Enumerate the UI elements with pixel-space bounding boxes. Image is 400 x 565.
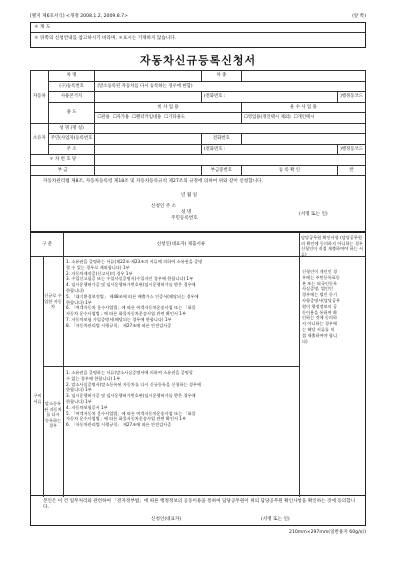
owner-addr-admin: )행정동코드: [338, 144, 366, 155]
page-side-label: (앞 쪽): [352, 14, 366, 19]
vehicle-owner-grid: [30, 70, 366, 176]
signer-address: 신청인 주 소: [151, 204, 177, 209]
new-car-doc: 7. 자동차보험 가입증명서(해당되는 경우에 한합니다) 1부: [66, 316, 172, 322]
owner-phone-field[interactable]: [241, 134, 365, 145]
car-name-field[interactable]: [95, 71, 201, 82]
owner-addr-phone: (전화번호 :: [201, 144, 337, 155]
signer-id: 주민등록번호: [171, 216, 198, 221]
owner-addr-label: 주 소: [48, 144, 95, 155]
transport-label: 운 수 사 업 용: [241, 102, 365, 113]
old-reg-note: (말소등록된 자동차를 다시 등록하는 경우에 한함): [95, 81, 366, 92]
tax-field[interactable]: [95, 165, 201, 176]
new-car-doc: 5. 「대기환경보전법」 제48조에 따른 배출가스 인증서(해당되는 경우에: [66, 293, 199, 299]
signer-name: 성 명: [181, 210, 192, 215]
signer-sign: (서명 또는 인): [299, 212, 328, 217]
form-title: 자동차신규등록신청서: [139, 54, 257, 67]
col-docs-header: 신청인(대표자) 제출서류: [156, 242, 206, 247]
official-check-line: 경우에는 법인 등기: [302, 292, 338, 298]
consent-box: [30, 496, 366, 526]
owner-name-field[interactable]: [95, 123, 366, 134]
reused-car-doc: 한합니다) 1부: [66, 398, 92, 404]
car-type-label: 차 종: [201, 71, 241, 82]
official-check-line: 는 해당 서류를 직: [302, 326, 335, 332]
use-options-right[interactable]: [241, 113, 365, 124]
reused-car-doc: 4. 자동차보험증서 1부: [66, 404, 108, 410]
use-label: 용 도: [48, 102, 95, 123]
base-location-label: 사용본거지: [48, 92, 95, 103]
tax-label: 부 금: [31, 165, 95, 176]
paper-size-footer: 210mm×297mm(일반용지 60g/㎡): [289, 530, 366, 535]
new-car-doc: 8. 「자동차관리법 시행규칙」 제27조에 따른 안전검사증: [66, 322, 172, 328]
official-check-line: 우에는 주민등록표등: [302, 274, 340, 280]
use-option-commercial[interactable]: ☐영업용(개인택시 제외): [243, 115, 291, 121]
statement-text: 자동차관리법 제8조, 자동차등록령 제18조 및 자동차등록규칙 제27조의 규정에 의하여 위와 같이 신청합니다.: [43, 179, 263, 184]
new-car-doc: 6. 「여객자동차 운수사업법」에 따른 여객자동차운송사업 또는 「화물: [66, 305, 196, 311]
base-location-field[interactable]: [95, 92, 201, 103]
reused-car-label: 말소등록된 자동차를 다시 등록하는 경우: [44, 401, 62, 429]
use-option-rental[interactable]: ☐렌터카임대용: [132, 115, 162, 121]
vehicle-side-text: 자동차: [33, 94, 46, 100]
form-number: [별지 제6호서식] <개정 2008.1.2, 2009.8.7>: [30, 14, 128, 19]
official-check-line: 사실증명, 법인인: [302, 286, 333, 292]
notice-row-2: ＊ 뒤쪽의 신청안내를 참고하시기 바라며, ＊표시는 기재하지 않습니다.: [34, 36, 177, 41]
owner-addr-field[interactable]: [95, 144, 201, 155]
receipt-no-field: [95, 155, 366, 166]
col-category-header: 구 분: [41, 242, 53, 247]
car-name-label: 차 명: [48, 71, 95, 82]
reused-car-doc: 수 없는 경우에 한합니다) 1부: [66, 375, 121, 381]
new-car-doc: 한합니다): [66, 287, 84, 293]
owner-phone-label: 전화번호: [201, 134, 241, 145]
new-car-doc: 한합니다) 1부: [66, 299, 92, 305]
official-check-line: 다): [302, 338, 308, 344]
official-check-line: 인하는 것에 동의하: [302, 315, 338, 321]
reused-car-doc: 한합니다) 1부: [66, 387, 92, 393]
reused-car-doc: 6. 「자동차관리법 시행규칙」 제27조에 따른 안전검사증: [66, 422, 172, 428]
reused-car-doc: 1. 소유권을 증명하는 서류(말소사실증명서에 의하여 소유권을 증명할: [66, 370, 193, 375]
official-check-line: 신청인이 개인인 경: [302, 269, 338, 274]
official-check-text: [302, 269, 365, 344]
official-check-line: 지 아니하는 경우에: [302, 321, 338, 327]
required-docs-side-label: 구비서류: [33, 393, 42, 404]
date-line: 년 월 일: [181, 193, 198, 198]
new-car-doc: 3. 수입신고필증 또는 수입사실증명서(수입자인 경우에 한합니다) 1부: [66, 276, 194, 282]
official-check-line: 접 제출하여야 합니: [302, 332, 338, 338]
new-car-doc: 2. 자동차제작증(신고서)의 경우 1부: [66, 270, 133, 276]
reg-confirm-label: 등 록 확 인: [241, 165, 337, 176]
new-car-doc: 4. 임시운행허가증 및 임시운행허가번호판(임시운행허가를 받은 경우에: [66, 282, 196, 288]
base-location-admin: )행정동코드: [338, 92, 366, 103]
owner-id-field[interactable]: [95, 134, 201, 145]
official-check-line: 본 또는 외국인등록: [302, 280, 338, 286]
new-car-doc: 1. 소유권을 증명하는 서류(제22조·제23조의 서류에 의하여 소유권을 증명: [66, 259, 203, 264]
new-car-doc: 자동차 운수사업법」에 따른 화물자동차운송사업 관련 확인서 1부: [66, 311, 187, 317]
reused-car-doc: 자동차 운수사업법」에 따른 화물자동차운송사업 관련 확인서 1부: [66, 416, 187, 422]
notice-box: [30, 22, 366, 48]
reused-car-doc-list: [66, 370, 298, 428]
base-location-phone: (전화번호 :: [201, 92, 337, 103]
reused-car-doc: 2. 말소사실증명서(말소등록된 자동차를 다시 신규등록을 신청하는 경우에: [66, 381, 201, 387]
reused-car-doc: 5. 「여객자동차 운수사업법」에 따른 여객자동차운송사업 또는 「화물: [66, 410, 196, 416]
col-official-header: 담당공무원 확인사항 (담당공무원의 확인에 동의하지 아니하는 경우 신청인이 직접 제출하여야 하는 서류): [301, 235, 363, 257]
car-type-field[interactable]: [241, 71, 365, 82]
vehicle-side-label: [31, 71, 49, 124]
owner-id-label: 주민(사업자)등록번호: [48, 134, 95, 145]
new-car-doc: 할 수 있는 경우로 제외합니다) 1부: [66, 264, 130, 270]
old-reg-label: (구)등록번호: [48, 81, 95, 92]
statement-box: [30, 176, 366, 232]
documents-table: [30, 232, 366, 496]
official-check-line: 원이 행정정보의 공: [302, 303, 338, 309]
owner-name-label: 성 명 (명 칭): [48, 123, 95, 134]
consent-sign: (서명 또는 인): [261, 517, 290, 522]
consent-signer: 신청인(대표자): [151, 517, 182, 522]
official-check-line: 사항증명서(담당공무: [302, 297, 341, 303]
receipt-no-label: ＊ 차 번 호 당: [31, 155, 95, 166]
use-option-private[interactable]: ☐자가용: [112, 115, 130, 121]
non-business-label: 비 사 업 용: [95, 102, 241, 113]
form-table: [30, 70, 366, 176]
new-car-label: 신규로 수입한 자동차: [44, 293, 62, 310]
use-option-taxi[interactable]: ☐개인택시: [293, 115, 315, 121]
tax-cert-label: 부금증번호: [201, 165, 241, 176]
official-check-line: 동이용을 통하여 확: [302, 309, 338, 315]
new-car-doc-list: [66, 259, 298, 329]
use-options-left[interactable]: [95, 113, 241, 124]
use-option-gov[interactable]: ☐관용: [97, 115, 110, 121]
owner-side-label: 소유자: [31, 123, 49, 155]
reused-car-doc: 3. 임시운행허가증 및 임시운행허가번호판(임시운행허가를 받은 경우에: [66, 393, 196, 399]
notice-row-1: ＊ 계 도: [34, 25, 51, 30]
consent-text: 본인은 이 건 업무처리와 관련하여 「전자정부법」에 따른 행정정보의 공동이용을 통하여 담당공무원이 위의 담당공무원 확인사항을 확인하는 것에 동의합니다.: [43, 499, 356, 510]
use-option-other[interactable]: ☐기타용도: [164, 115, 186, 121]
reg-confirm-field: 반: [338, 165, 366, 176]
